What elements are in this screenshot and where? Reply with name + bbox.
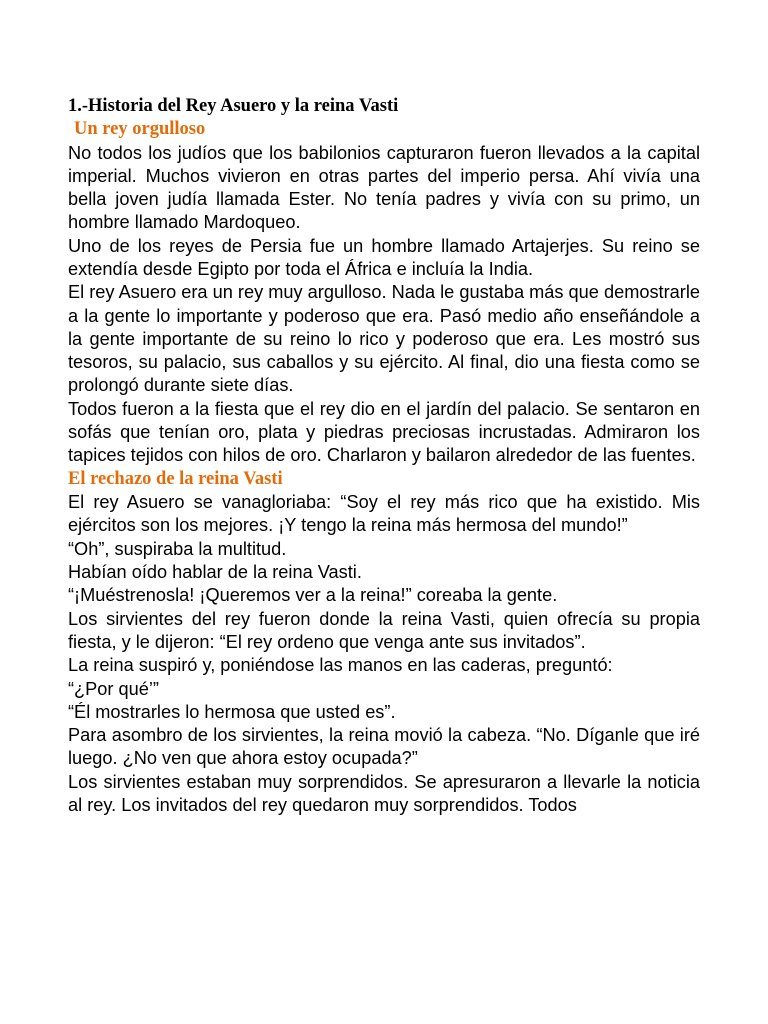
paragraph: “¡Muéstrenosla! ¡Queremos ver a la reina!” coreaba la gente.	[68, 585, 558, 606]
paragraph: El rey Asuero era un rey muy argulloso. Nada le gustaba más que demostrarle a la gente lo importante y poderoso que era. Pasó medio año enseñándole a la gente importante de su reino lo rico y poderoso que era. Les mostró sus tesoros, su palacio, sus caballos y su ejército. Al final, dio una fiesta como se prolongó durante siete días.	[68, 282, 700, 396]
paragraph: “Oh”, suspiraba la multitud.	[68, 538, 287, 559]
section-heading-vasti-refusal: El rechazo de la reina Vasti	[68, 468, 283, 489]
paragraph: “¿Por qué’”	[68, 678, 159, 699]
paragraph: Uno de los reyes de Persia fue un hombre llamado Artajerjes. Su reino se extendía desde Egipto por toda el África e incluía la India.	[68, 235, 700, 279]
paragraph: Los sirvientes estaban muy sorprendidos. Se apresuraron a llevarle la noticia al rey. Los invitados del rey quedaron muy sorprendidos. Todos	[68, 771, 700, 816]
paragraph: “Él mostrarles lo hermosa que usted es”.	[68, 701, 396, 722]
paragraph: Todos fueron a la fiesta que el rey dio en el jardín del palacio. Se sentaron en sofás que tenían oro, plata y piedras preciosas incrustadas. Admiraron los tapices tejidos con hilos de oro. Charlaron y bailaron alrededor de las fuentes.	[68, 398, 700, 466]
paragraph: No todos los judíos que los babilonios capturaron fueron llevados a la capital imperial. Muchos vivieron en otras partes del imperio persa. Ahí vivía una bella joven judía llamada Ester. No tenía padres y vivía con su primo, un hombre llamado Mardoqueo.	[68, 142, 700, 233]
document-title: 1.-Historia del Rey Asuero y la reina Vasti	[68, 96, 399, 116]
section-heading-proud-king: Un rey orgulloso	[74, 119, 206, 139]
paragraph: Para asombro de los sirvientes, la reina movió la cabeza. “No. Díganle que iré luego. ¿No ven que ahora estoy ocupada?”	[68, 725, 700, 769]
paragraph: La reina suspiró y, poniéndose las manos en las caderas, preguntó:	[68, 655, 613, 676]
paragraph: Habían oído hablar de la reina Vasti.	[68, 562, 362, 583]
paragraph: El rey Asuero se vanagloriaba: “Soy el rey más rico que ha existido. Mis ejércitos son los mejores. ¡Y tengo la reina más hermosa del mundo!”	[68, 492, 700, 536]
paragraph: Los sirvientes del rey fueron donde la reina Vasti, quien ofrecía su propia fiesta, y le dijeron: “El rey ordeno que venga ante sus invitados”.	[68, 608, 700, 652]
document-page	[68, 93, 700, 817]
